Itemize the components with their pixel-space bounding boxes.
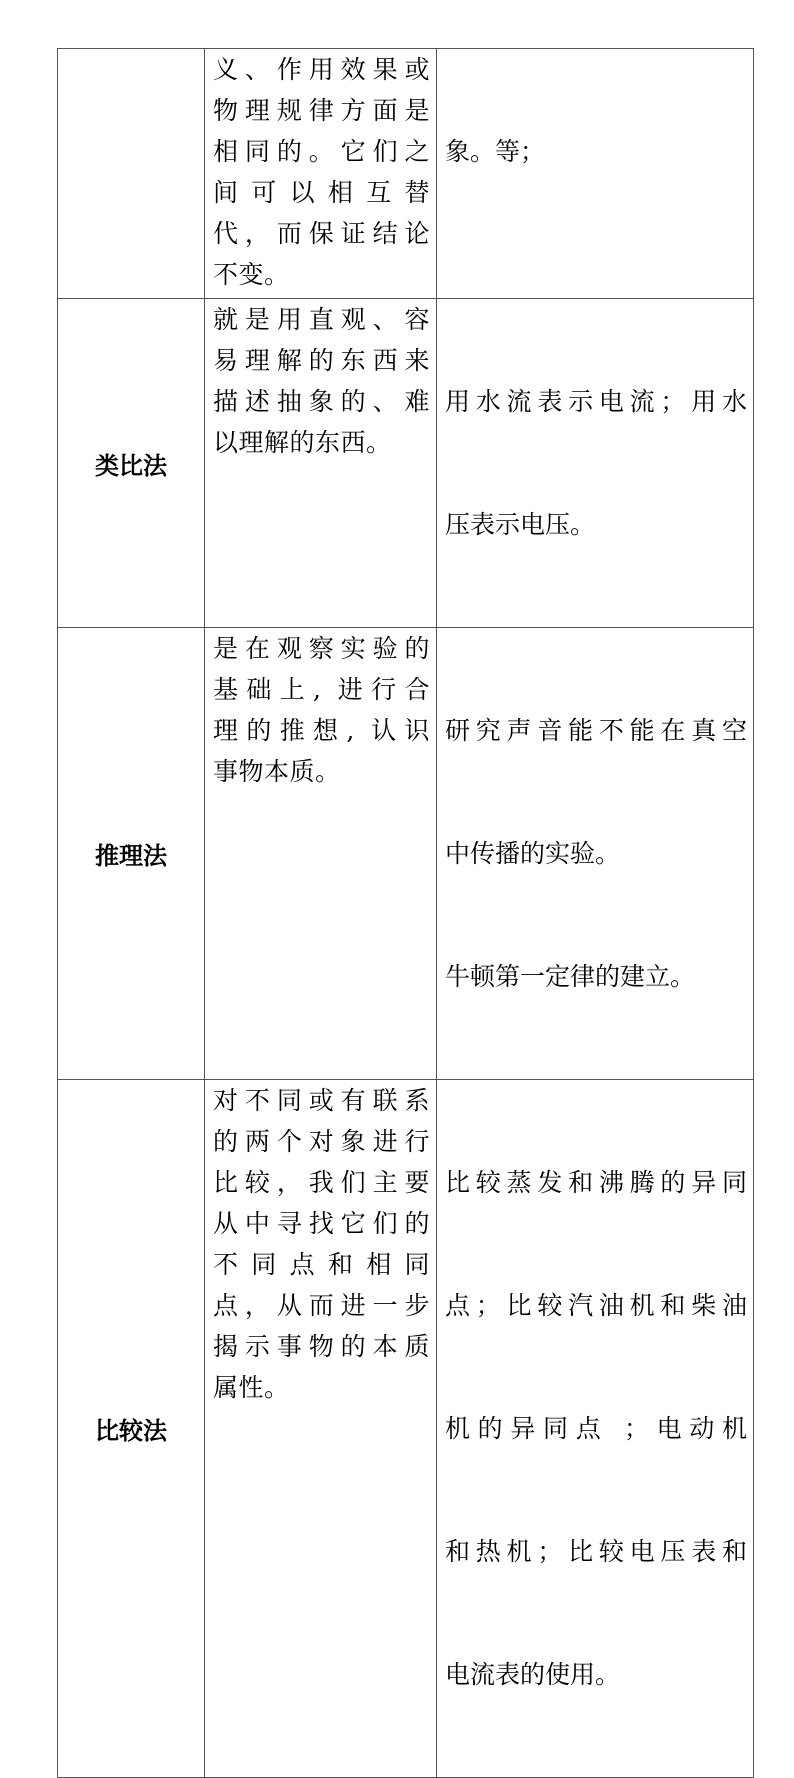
example-line: 比较蒸发和沸腾的异同: [445, 1168, 747, 1197]
definition-line: 点，从而进一步: [213, 1291, 430, 1320]
definition-line: 对不同或有联系: [213, 1086, 430, 1115]
definition-line: 揭示事物的本质: [213, 1332, 430, 1361]
definition-line: 不同点和相同: [213, 1250, 430, 1279]
definition-line: 代，而保证结论: [213, 219, 430, 248]
method-cell: [58, 628, 205, 1080]
definition-line: 易理解的东西来: [213, 346, 430, 375]
definition-cell: [205, 628, 437, 1080]
table-row: [58, 1080, 754, 1778]
methods-table: [57, 48, 754, 1778]
definition-line: 是在观察实验的: [213, 634, 430, 663]
method-label: 类比法: [95, 451, 167, 480]
definition-line: 描述抽象的、难: [213, 387, 430, 416]
example-line: 用水流表示电流；用水: [445, 387, 747, 416]
definition-line: 就是用直观、容: [213, 305, 430, 334]
example-cell: [437, 628, 754, 1080]
definition-line: 不变。: [213, 260, 290, 289]
example-line: 研究声音能不能在真空: [445, 716, 747, 745]
definition-cell: [205, 1080, 437, 1778]
example-line: 象。等；: [445, 137, 546, 166]
example-line: 电流表的使用。: [445, 1660, 621, 1689]
table-row: [58, 49, 754, 299]
example-line: 中传播的实验。: [445, 839, 621, 868]
definition-line: 属性。: [213, 1373, 290, 1402]
definition-line: 的两个对象进行: [213, 1127, 430, 1156]
method-label: 比较法: [95, 1417, 167, 1445]
definition-cell: [205, 299, 437, 628]
method-label: 推理法: [95, 842, 167, 870]
example-line: 点；比较汽油机和柴油: [445, 1291, 747, 1320]
table-row: [58, 628, 754, 1080]
definition-line: 相同的。它们之: [213, 137, 430, 166]
definition-line: 间可以相互替: [213, 178, 430, 207]
definition-line: 义、作用效果或: [213, 55, 430, 84]
definition-line: 事物本质。: [213, 757, 341, 786]
definition-line: 以理解的东西。: [213, 428, 392, 457]
definition-line: 物理规律方面是: [213, 96, 430, 125]
example-line: 压表示电压。: [445, 510, 596, 539]
example-cell: [437, 49, 754, 299]
example-cell: [437, 1080, 754, 1778]
table-row: [58, 299, 754, 628]
method-cell: [58, 299, 205, 628]
definition-line: 比较，我们主要: [213, 1168, 430, 1197]
definition-line: 基础上, 进行合: [213, 675, 430, 704]
definition-line: 理的推想, 认识: [213, 716, 430, 745]
method-cell: [58, 1080, 205, 1778]
example-line: 和热机；比较电压表和: [445, 1537, 747, 1566]
method-cell: [58, 49, 205, 299]
example-line: 机的异同点 ；电动机: [445, 1414, 747, 1443]
definition-cell: [205, 49, 437, 299]
definition-line: 从中寻找它们的: [213, 1209, 430, 1238]
example-cell: [437, 299, 754, 628]
example-line: 牛顿第一定律的建立。: [445, 962, 696, 991]
